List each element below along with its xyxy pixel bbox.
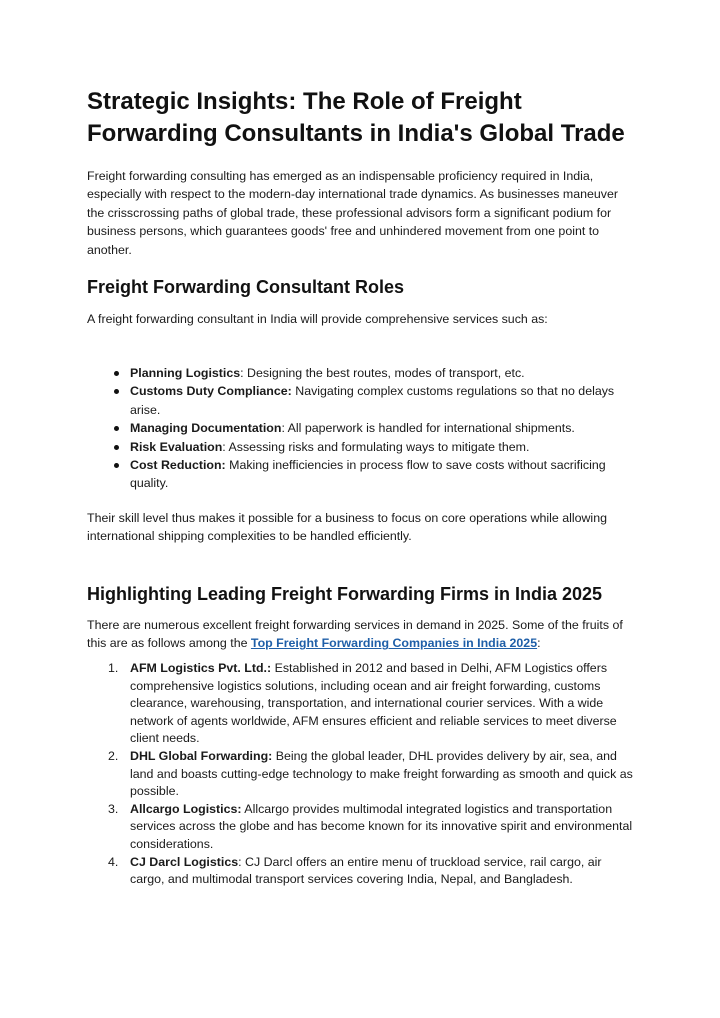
roles-closing: Their skill level thus makes it possible for a business to focus on core operations while allowing international shipping complexities to be handled efficiently. [87,511,607,544]
firms-lead: There are numerous excellent freight forwarding services in demand in 2025. Some of the fruits of this are as follows among the Top Freight Forwarding Companies in India 2025: [87,618,623,651]
list-item: 4. CJ Darcl Logistics: CJ Darcl offers an entire menu of truckload service, rail cargo, air cargo, and multimodal transport services covering India, Nepal, and Bangladesh. [108,854,602,887]
list-number: 4. [108,854,119,869]
list-item: Planning Logistics: Designing the best routes, modes of transport, etc. [87,364,637,382]
list-item: 2. DHL Global Forwarding: Being the global leader, DHL provides delivery by air, sea, and land and boasts cutting-edge technology to make freight forwarding as smooth and quick as possible. [108,748,633,799]
list-item: Risk Evaluation: Assessing risks and formulating ways to mitigate them. [87,438,637,456]
list-item: 1. AFM Logistics Pvt. Ltd.: Established in 2012 and based in Delhi, AFM Logistics offers comprehensive logistics solutions, including ocean and air freight forwarding, customs clearance, warehousing, transportation, and international courier services. With a wide network of agents worldwide, AFM ensures efficient and reliable services to meet diverse client needs. [108,661,617,746]
list-item: Customs Duty Compliance: Navigating complex customs regulations so that no delays arise. [87,382,637,419]
bullet-icon [114,371,119,376]
list-number: 1. [108,661,119,675]
list-item: Managing Documentation: All paperwork is handled for international shipments. [87,419,637,437]
bullet-icon [114,389,119,394]
list-item: Cost Reduction: Making inefficiencies in process flow to save costs without sacrificing quality. [87,456,637,493]
roles-list [87,364,637,493]
list-number: 2. [108,748,119,763]
roles-heading: Freight Forwarding Consultant Roles [87,277,405,297]
top-companies-link[interactable]: Top Freight Forwarding Companies in India 2025 [250,636,538,651]
list-item: 3. Allcargo Logistics: Allcargo provides multimodal integrated logistics and transportation services across the globe and has become known for its innovative spirit and environmental considerations. [108,801,633,851]
bullet-icon [114,426,119,431]
page-title: Strategic Insights: The Role of Freight Forwarding Consultants in India's Global Trade [87,88,625,147]
bullet-icon [114,463,119,468]
roles-lead: A freight forwarding consultant in India will provide comprehensive services such as: [87,312,548,326]
bullet-icon [114,445,119,450]
list-number: 3. [108,801,119,816]
firms-heading: Highlighting Leading Freight Forwarding Firms in India 2025 [87,584,603,604]
firms-list [87,660,637,889]
intro-paragraph: Freight forwarding consulting has emerged as an indispensable proficiency required in India, especially with respect to the modern-day international trade dynamics. As businesses maneuver the crisscrossing paths of global trade, these professional advisors form a significant podium for business persons, which guarantees goods' free and unhindered movement from one point to another. [87,169,619,257]
